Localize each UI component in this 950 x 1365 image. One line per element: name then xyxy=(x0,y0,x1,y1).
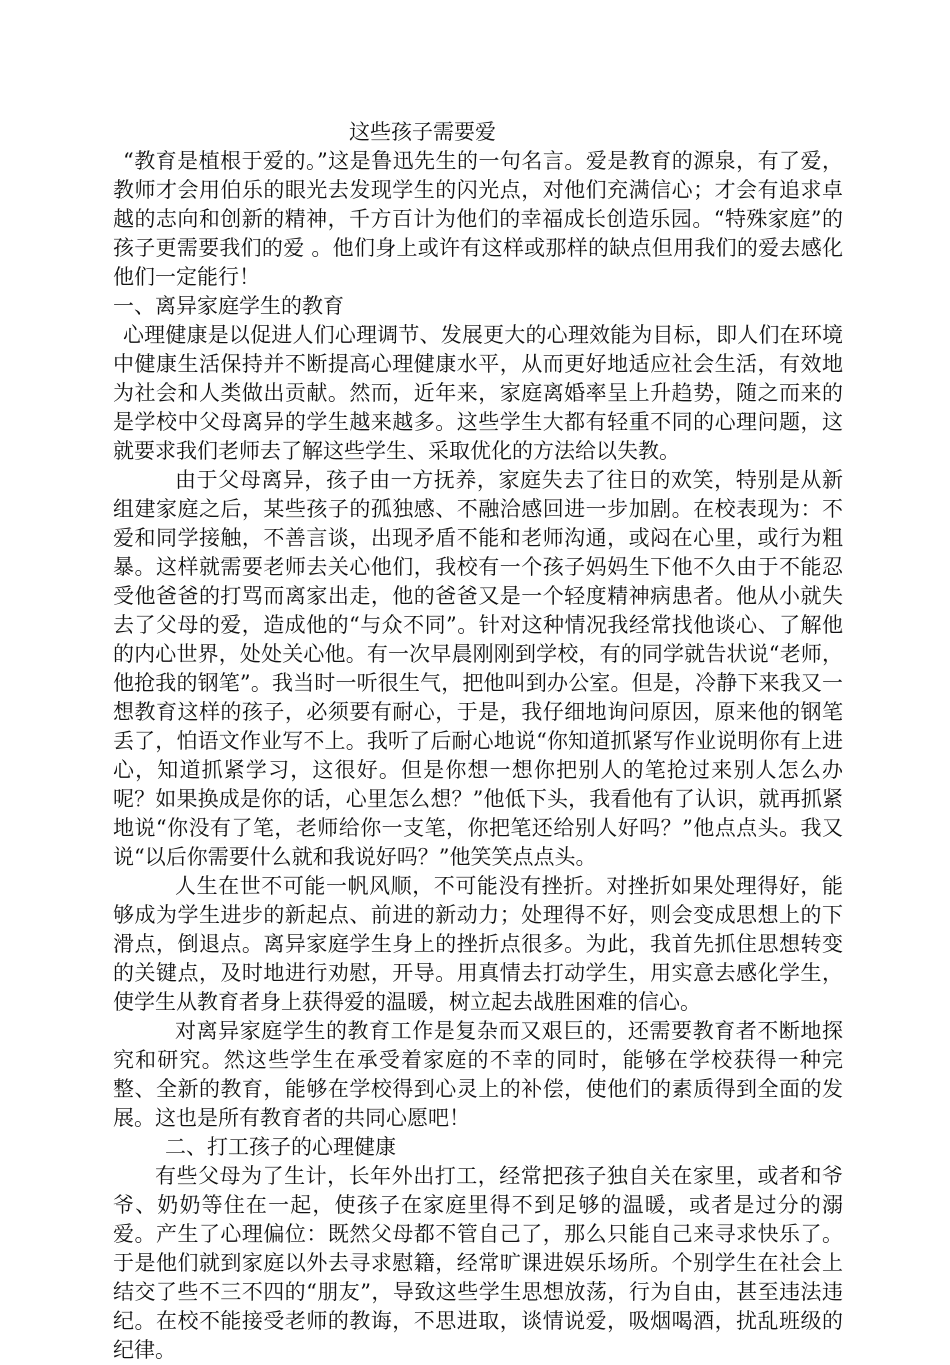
paragraph-section1-conclusion: 对离异家庭学生的教育工作是复杂而又艰巨的，还需要教育者不断地探究和研究。然这些学生在承受着家庭的不幸的同时，能够在学校获得一种完整、全新的教育，能够在学校得到心灵上的补偿，使他们的素质得到全面的发展。这也是所有教育者的共同心愿吧！ xyxy=(113,1019,843,1130)
section-heading-migrant-children: 二、打工孩子的心理健康 xyxy=(165,1135,396,1159)
paragraph-setbacks: 人生在世不可能一帆风顺，不可能没有挫折。对挫折如果处理得好，能够成为学生进步的新起点、前进的新动力；处理得不好，则会变成思想上的下滑点，倒退点。离异家庭学生身上的挫折点很多。为此，我首先抓住思想转变的关键点，及时地进行劝慰，开导。用真情去打动学生，用实意去感化学生，使学生从教育者身上获得爱的温暖，树立起去战胜困难的信心。 xyxy=(113,874,843,1014)
paragraph-mental-health: 心理健康是以促进人们心理调节、发展更大的心理效能为目标，即人们在环境中健康生活保持并不断提高心理健康水平，从而更好地适应社会生活，有效地为社会和人类做出贡献。然而，近年来，家庭离婚率呈上升趋势，随之而来的是学校中父母离异的学生越来越多。这些学生大都有轻重不同的心理问题，这就要求我们老师去了解这些学生、采取优化的方法给以失教。 xyxy=(113,323,843,463)
paragraph-case-story: 由于父母离异，孩子由一方抚养，家庭失去了往日的欢笑，特别是从新组建家庭之后，某些孩子的孤独感、不融洽感回进一步加剧。在校表现为：不爱和同学接触，不善言谈，出现矛盾不能和老师沟通，或闷在心里，或行为粗暴。这样就需要老师去关心他们，我校有一个孩子妈妈生下他不久由于不能忍受他爸爸的打骂而离家出走，他的爸爸又是一个轻度精神病患者。他从小就失去了父母的爱，造成他的“与众不同”。针对这种情况我经常找他谈心、了解他的内心世界，处处关心他。有一次早晨刚刚到学校，有的同学就告状说“老师，他抢我的钢笔”。我当时一听很生气，把他叫到办公室。但是，冷静下来我又一想教育这样的孩子，必须要有耐心，于是，我仔细地询问原因，原来他的钢笔丢了，怕语文作业写不上。我听了后耐心地说“你知道抓紧写作业说明你有上进心，知道抓紧学习，这很好。但是你想一想你把别人的笔抢过来别人怎么办呢？如果换成是你的话，心里怎么想？”他低下头，我看他有了认识，就再抓紧地说“你没有了笔，老师给你一支笔，你把笔还给别人好吗？”他点点头。我又说“以后你需要什么就和我说好吗？”他笑笑点点头。 xyxy=(113,468,843,869)
section-heading-divorced-families: 一、离异家庭学生的教育 xyxy=(113,294,344,318)
intro-paragraph: “教育是植根于爱的。”这是鲁迅先生的一句名言。爱是教育的源泉，有了爱，教师才会用伯乐的眼光去发现学生的闪光点，对他们充满信心；才会有追求卓越的志向和创新的精神，千方百计为他们的幸福成长创造乐园。“特殊家庭”的孩子更需要我们的爱 。他们身上或许有这样或那样的缺点但用我们的爱去感化他们一定能行！ xyxy=(113,149,843,289)
document-title: 这些孩子需要爱 xyxy=(349,120,496,144)
paragraph-migrant-children: 有些父母为了生计，长年外出打工，经常把孩子独自关在家里，或者和爷爷、奶奶等住在一起，使孩子在家庭里得不到足够的温暖，或者是过分的溺爱。产生了心理偏位：既然父母都不管自己了，那么只能自己来寻求快乐了。于是他们就到家庭以外去寻求慰籍，经常旷课进娱乐场所。个别学生在社会上结交了些不三不四的“朋友”，导致这些学生思想放荡，行为自由，甚至违法违纪。在校不能接受老师的教诲，不思进取，谈情说爱，吸烟喝酒，扰乱班级的纪律。 xyxy=(113,1164,843,1362)
document-body xyxy=(113,118,843,1365)
